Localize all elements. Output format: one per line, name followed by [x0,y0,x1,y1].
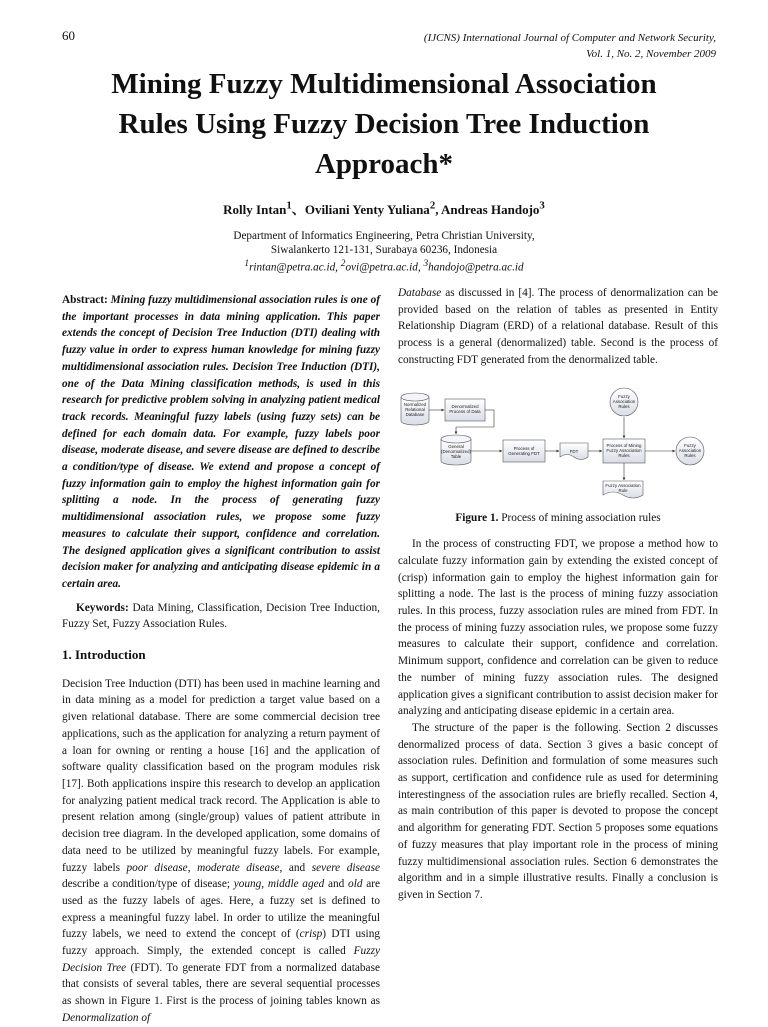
author-sep-1: 、 [291,202,305,217]
normalized-database-node [401,393,429,425]
keywords-text: Data Mining, Classification, Decision Tree Induction, Fuzzy Set, Fuzzy Association Rules. [62,601,380,631]
node-label: Normalized [403,401,427,407]
author-3: Andreas Handojo [441,202,540,217]
text-run-italic: old [348,878,363,891]
text-run-italic: severe disease [311,861,380,874]
text-run: describe a condition/type of disease; [62,878,234,891]
node-label: Denormalized [451,403,479,409]
email-2-sup: 2 [340,259,346,269]
figure-1-diagram [398,387,718,502]
text-run-italic: poor disease [126,861,188,874]
affiliation [60,229,708,275]
affiliation-line-2: Siwalankerto 121-131, Surabaya 60236, Indonesia [270,244,498,256]
section-1-title: 1. Introduction [62,647,146,663]
email-3: handojo@petra.ac.id [428,261,524,274]
text-run: , and [279,861,312,874]
node-label: Association [612,398,636,404]
keywords-label: Keywords: [76,601,129,614]
node-label: Database [405,411,425,417]
author-emails [60,257,708,275]
figure-caption-label: Figure 1. [455,511,499,524]
text-run-italic: young [233,878,262,891]
paper-title [60,64,708,184]
abstract-label: Abstract: [62,294,108,306]
journal-line-2: Vol. 1, No. 2, November 2009 [586,48,716,60]
text-run-italic: Database [398,287,442,299]
text-run-italic: Denormalization of [62,1011,151,1024]
text-run: as discussed in [4]. The process of denormalization can be provided based on the relation of tables as presented in Entity Relationship Diagram (ERD) of a relational database. Result of this process is a general (denormalized) table. Second is the process of constructing FDT generated from the denormalized table. [398,287,718,366]
right-column [398,285,718,904]
node-label: Rule [618,487,628,493]
text-run: Decision Tree Induction (DTI) has been used in machine learning and in data mining as a model for prediction a target value based on a given relational database. There are some commercial decision tree applications, such as the application for analyzing a return payment of a loan for owning or renting a house [16] and the application of software quality classification based on the program modules risk [17]. Both applications inspire this research to develop an application for analyzing patient medical track record. The Application is able to present relation among (single/group) values of patient attribute in decision tree diagram. In the developed application, some domains of data need to be utilized by meaningful fuzzy labels. For example, fuzzy labels [62,677,380,874]
fuzzy-association-rules-right-node [676,437,704,465]
node-label: Fuzzy Association [606,447,642,453]
author-sep-2: , [435,202,442,217]
author-2-sup: 2 [429,199,436,212]
title-line-1: Mining Fuzzy Multidimensional Association [111,68,657,100]
page-number: 60 [62,28,75,43]
author-3-sup: 3 [539,199,545,212]
email-2: ovi@petra.ac.id, [345,261,424,274]
text-run: , [187,861,198,874]
author-2: Oviliani Yenty Yuliana [304,202,430,217]
text-run-italic: Fuzzy Decision Tree [62,945,380,974]
node-label: Rules [684,452,696,458]
right-paragraph-2: In the process of constructing FDT, we propose a method how to calculate fuzzy information gain by extending the existed concept of (crisp) information gain to employ the highest information gain for splitting a node. The last is the process of mining fuzzy association rules. In this process, fuzzy association rules are mined from FDT. In the process of mining fuzzy association rules, we propose some fuzzy measures to calculate their support, confidence and correlation. Minimum support, confidence and correlation can be given to reduce the number of mining fuzzy association rules. The designed application gives a significant contribution to assist decision maker for analyzing and anticipating disease epidemic in a certain area. [398,538,718,718]
left-column [62,292,380,1027]
text-run: and [324,878,349,891]
text-run-italic: moderate disease [197,861,280,874]
keywords [62,600,380,633]
author-1: Rolly Intan [223,202,287,217]
node-label: Rules [618,452,630,458]
fuzzy-association-rules-top-node [610,388,638,416]
node-label: Generating FDT [508,450,540,456]
denormalized-process-node [445,399,485,421]
email-3-sup: 3 [423,259,429,269]
node-label: Process of Data [449,408,481,414]
node-label: (Denormalized) [440,448,472,454]
text-run: (FDT). To generate FDT from a normalized database that consists of several tables, there are several sequential processes as shown in Figure 1. First is the process of joining tables known as [62,961,380,1008]
fdt-node [560,443,588,460]
affiliation-line-1: Department of Informatics Engineering, Petra Christian University, [233,230,535,242]
text-run-italic: middle aged [267,878,325,891]
node-label: Fuzzy Association [605,482,641,488]
node-label: Table [450,453,462,459]
right-paragraph-1 [398,285,718,369]
node-label: Fuzzy [618,393,630,399]
right-paragraph-3: The structure of the paper is the following. Section 2 discusses denormalized process of data. Section 3 gives a basic concept of association rules. Definition and formulation of some measures such as support, certification and confidence rule as used for determining interestingness of the association rules are briefly recalled. Section 4, as main contribution of this paper is devoted to propose the concept and algorithm for generating FDT. Section 5 proposes some equations of fuzzy measures that play important role in the process of mining fuzzy multidimensional association rules. Section 6 demonstrates the algorithm and in a simple illustrative results. Finally a conclusion is given in Section 7. [398,721,718,901]
title-line-3: Approach* [314,148,454,180]
authors [60,199,708,218]
node-label: Process of [513,445,535,451]
process-diagram [398,387,718,502]
node-label: Process of Mining [606,442,642,448]
journal-line-1: (IJCNS) International Journal of Computer and Network Security, [423,32,716,44]
fuzzy-association-rule-doc-node [603,481,643,498]
journal-header [296,30,716,62]
node-label: Rules [618,403,630,409]
text-run: ) DTI using fuzzy approach. Simply, the extended concept is called [62,928,380,958]
figure-1-caption [398,510,718,527]
figure-caption-text: Process of mining association rules [498,511,661,524]
node-label: Relational [405,406,425,412]
title-line-2: Rules Using Fuzzy Decision Tree Induction [118,108,650,140]
node-label: General [448,443,464,449]
email-1: rintan@petra.ac.id, [249,261,341,274]
abstract-text: Mining fuzzy multidimensional association rules is one of the important processes in data mining application. This paper extends the concept of Decision Tree Induction (DTI) dealing with fuzzy value in order to express human knowledge for mining fuzzy multidimensional association rules. Decision Tree Induction (DTI), one of the Data Mining classification methods, is used in this research for predictive problem solving in analyzing patient medical track records. Meaningful fuzzy labels (using fuzzy sets) can be defined for each domain data. For example, fuzzy labels poor disease, moderate disease, and severe disease are defined to describe a condition/type of disease. We extend and propose a concept of fuzzy information gain to employ the highest information gain for splitting a node. In the process of generating fuzzy multidimensional association rules, we propose some fuzzy measures to calculate their support, confidence and correlation. The designed application gives a significant contribution to assist decision maker for analyzing and anticipating disease epidemic in a certain area. [62,294,380,590]
node-label: Fuzzy [684,442,696,448]
author-1-sup: 1 [286,199,292,212]
section-1-paragraph [62,676,380,1027]
abstract [62,292,380,593]
node-label: Association [678,447,702,453]
email-1-sup: 1 [244,259,250,269]
node-label: FDT [569,448,579,454]
text-run: , [261,878,268,891]
text-run: are used as the fuzzy labels of ages. Here, a fuzzy set is defined to express a meaningful fuzzy label. In order to utilize the meaningful fuzzy labels, we need to extend the concept of ( [62,878,380,941]
mining-process-node [603,439,645,463]
generating-fdt-node [503,440,545,462]
general-table-node [441,435,472,465]
text-run-italic: crisp [299,928,323,941]
